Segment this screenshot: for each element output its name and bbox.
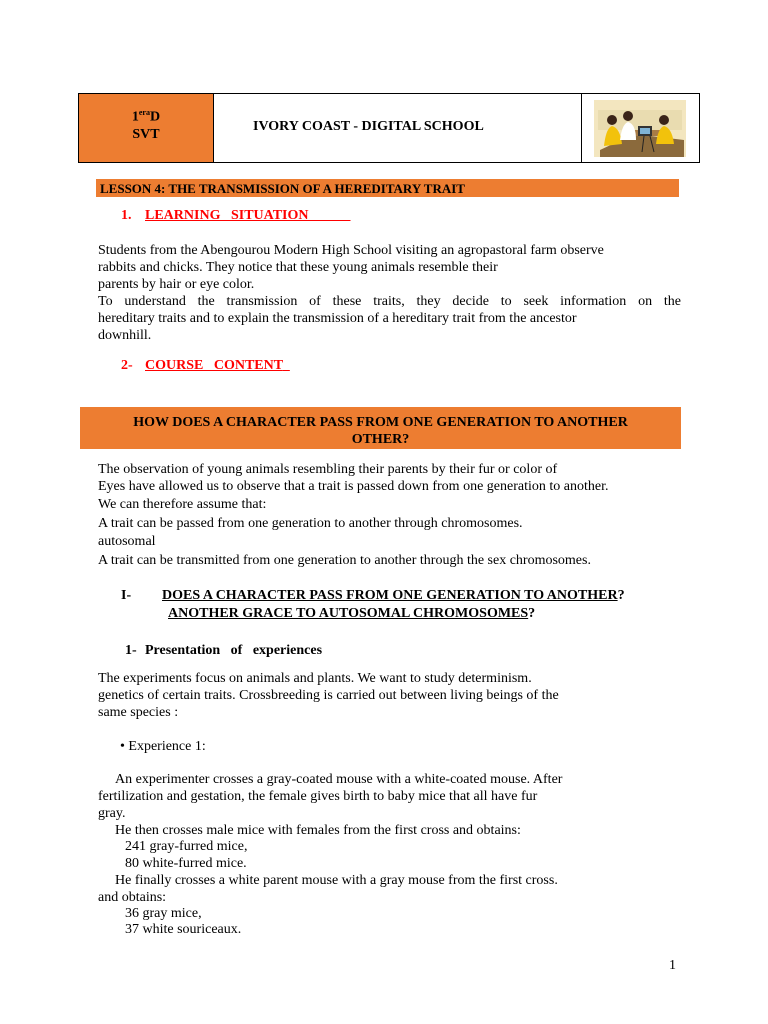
part1-heading-line1: DOES A CHARACTER PASS FROM ONE GENERATION TO ANOTHER? [162, 588, 625, 603]
situation-line: Students from the Abengourou Modern High School visiting an agropastoral farm observe [98, 243, 604, 258]
part1-number: I- [121, 588, 132, 603]
experience1-line: 80 white-furred mice. [125, 856, 247, 871]
section1-number: 1. [121, 208, 132, 223]
intro-line: autosomal [98, 534, 156, 549]
experience1-line: 241 gray-furred mice, [125, 839, 248, 854]
experience1-line: An experimenter crosses a gray-coated mouse with a white-coated mouse. After [115, 772, 563, 787]
situation-line: rabbits and chicks. They notice that these young animals resemble their [98, 260, 498, 275]
header-table [78, 93, 700, 163]
experiments-intro-line: same species : [98, 705, 179, 720]
page-number: 1 [669, 958, 676, 973]
grade-cell [79, 94, 214, 162]
school-title: IVORY COAST - DIGITAL SCHOOL [253, 119, 484, 134]
situation-line: parents by hair or eye color. [98, 277, 255, 292]
students-illustration [594, 100, 686, 157]
section2-heading: COURSE CONTENT [145, 358, 283, 373]
situation-line: To understand the transmission of these traits, they decide to seek information on the [98, 294, 681, 309]
section1-heading: LEARNING SITUATION [145, 208, 309, 223]
intro-line: The observation of young animals resembling their parents by their fur or color of [98, 462, 558, 477]
experience1-line: gray. [98, 806, 126, 821]
intro-line: Eyes have allowed us to observe that a trait is passed down from one generation to another. [98, 479, 609, 494]
experience1-line: fertilization and gestation, the female gives birth to baby mice that all have fur [98, 789, 538, 804]
experience1-label: • Experience 1: [120, 739, 206, 754]
part1-heading-line2: ANOTHER GRACE TO AUTOSOMAL CHROMOSOMES? [168, 606, 536, 621]
question-line: HOW DOES A CHARACTER PASS FROM ONE GENERATION TO ANOTHER [133, 415, 628, 430]
situation-line: downhill. [98, 328, 152, 343]
school-cell [213, 94, 582, 162]
experience1-line: 36 gray mice, [125, 906, 202, 921]
experiments-intro-line: genetics of certain traits. Crossbreeding is carried out between living beings of the [98, 688, 559, 703]
experience1-line: He finally crosses a white parent mouse with a gray mouse from the first cross. [115, 873, 558, 888]
sub1-heading: Presentation of experiences [145, 643, 323, 658]
experience1-line: 37 white souriceaux. [125, 922, 242, 937]
sub1-number: 1- [125, 643, 137, 658]
experience1-line: and obtains: [98, 890, 167, 905]
experience1-line: He then crosses male mice with females from the first cross and obtains: [115, 823, 521, 838]
section2-number: 2- [121, 358, 133, 373]
situation-line: hereditary traits and to explain the transmission of a hereditary trait from the ancestor [98, 311, 577, 326]
intro-line: A trait can be transmitted from one generation to another through the sex chromosomes. [98, 553, 591, 568]
intro-line: A trait can be passed from one generation to another through chromosomes. [98, 516, 523, 531]
experiments-intro-line: The experiments focus on animals and plants. We want to study determinism. [98, 671, 532, 686]
intro-line: We can therefore assume that: [98, 497, 267, 512]
subject-label: SVT [132, 127, 160, 142]
lesson-title: LESSON 4: THE TRANSMISSION OF A HEREDITARY TRAIT [100, 181, 465, 196]
question-line: OTHER? [351, 432, 410, 447]
grade-label: $1^{era}D$ [131, 108, 161, 125]
